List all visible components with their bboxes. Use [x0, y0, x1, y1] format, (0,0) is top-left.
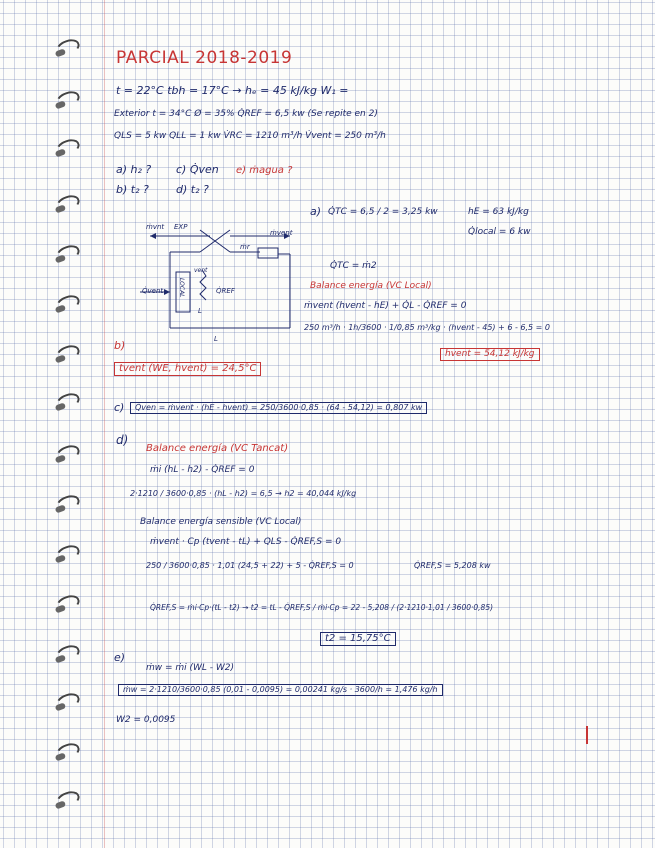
diagram-label-vent: vent: [194, 267, 208, 274]
binder-ring: [54, 492, 82, 514]
question-b: b) t₂ ?: [116, 183, 149, 196]
binder-ring: [54, 442, 82, 464]
binder-ring: [54, 36, 82, 58]
margin-line: [104, 0, 105, 848]
part-d-eq4: 250 / 3600·0,85 · 1,01 (24,5 + 22) + 5 - Q̇REF,S = 0: [146, 561, 354, 570]
question-e: e) ṁagua ?: [236, 165, 293, 176]
diagram-label-exp: EXP: [174, 223, 188, 231]
part-d-eq2: 2·1210 / 3600·0,85 · (hL - h2) = 6,5 → h2 = 40,044 kJ/kg: [130, 489, 357, 498]
red-pen-mark: [586, 726, 588, 744]
diagram-label-qvent: Q̇vent: [142, 287, 164, 295]
part-e-eq2: ṁw = 2·1210/3600·0,85 (0,01 - 0,0095) = 0,00241 kg/s · 3600/h = 1,476 kg/h: [118, 684, 443, 696]
question-a: a) h₂ ?: [116, 163, 152, 176]
binder-ring: [54, 136, 82, 158]
binder-ring: [54, 342, 82, 364]
part-d-eq5: Q̇REF,S = ṁi·Cp·(tL - t2) → t2 = tL - Q̇REF,S / ṁi·Cp = 22 - 5,208 / (2·1210·1,01 / 3600·0,85): [150, 603, 494, 612]
binder-ring: [54, 788, 82, 810]
part-a-label: a): [310, 205, 322, 218]
binder-ring: [54, 292, 82, 314]
part-d-eq4b: Q̇REF,S = 5,208 kw: [414, 561, 491, 570]
binder-ring: [54, 88, 82, 110]
part-a-balance-sub: 250 m³/h · 1h/3600 · 1/0,85 m³/kg · (hvent - 45) + 6 - 6,5 = 0: [304, 323, 551, 332]
diagram-label-qref: Q̇REF: [216, 287, 235, 295]
diagram-label-mvnt: ṁvnt: [146, 223, 165, 231]
diagram-label-mr: ṁr: [240, 243, 250, 251]
page-title: PARCIAL 2018-2019: [116, 48, 293, 68]
part-d-result: t2 = 15,75°C: [320, 632, 396, 646]
binder-ring: [54, 242, 82, 264]
diagram-label-mvent: ṁvent: [270, 229, 293, 237]
part-a-qtc: Q̇TC = 6,5 / 2 = 3,25 kw: [328, 207, 438, 217]
part-a-result: hvent = 54,12 kJ/kg: [440, 348, 540, 361]
part-d-eq3: ṁvent · Cp (tvent - tL) + QLS - Q̇REF,S = 0: [150, 537, 342, 547]
part-a-qlocal: Q̇local = 6 kw: [468, 227, 531, 237]
binder-ring: [54, 542, 82, 564]
part-e-label: e): [114, 651, 126, 664]
given-loads: QLS = 5 kw QLL = 1 kw V̇RC = 1210 m³/h V̇vent = 250 m³/h: [114, 131, 386, 141]
part-a-balance-eq: ṁvent (hvent - hE) + Q̇L - Q̇REF = 0: [304, 301, 467, 311]
question-d: d) t₂ ?: [176, 183, 209, 196]
question-c: c) Q̇ven: [176, 163, 219, 176]
part-a-he: hE = 63 kJ/kg: [468, 207, 529, 217]
diagram-label-local: LOCAL: [178, 278, 185, 298]
part-c-label: c): [114, 401, 125, 414]
part-e-eq3: W2 = 0,0095: [116, 715, 176, 725]
part-c-result: Q̇ven = ṁvent · (hE - hvent) = 250/3600·0,85 · (64 - 54,12) = 0,807 kw: [130, 402, 427, 414]
binder-ring: [54, 642, 82, 664]
binder-ring: [54, 390, 82, 412]
binder-ring: [54, 592, 82, 614]
part-e-eq1: ṁw = ṁi (WL - W2): [146, 663, 235, 673]
part-d-eq1: ṁi (hL - h2) - Q̇REF = 0: [150, 465, 255, 475]
given-indoor: t = 22°C tbh = 17°C → hₑ = 45 kJ/kg W₁ =: [116, 84, 349, 97]
part-d-label: d): [116, 433, 129, 447]
part-b-label: b): [114, 339, 126, 352]
binder-ring: [54, 690, 82, 712]
part-a-qtc-eq: Q̇TC = ṁ2: [330, 261, 377, 271]
part-d-title: Balance energía (VC Tancat): [146, 443, 289, 454]
binder-ring: [54, 192, 82, 214]
diagram-label-l2: L: [214, 335, 218, 343]
given-exterior: Exterior t = 34°C Ø = 35% Q̇REF = 6,5 kw (Se repite en 2): [114, 109, 378, 119]
diagram-label-l: L: [198, 307, 202, 315]
part-b-result: tvent (WE, hvent) = 24,5°C: [114, 362, 261, 376]
part-d-balance-title: Balance energía sensible (VC Local): [140, 517, 302, 527]
part-a-balance-title: Balance energía (VC Local): [310, 281, 432, 291]
binder-ring: [54, 740, 82, 762]
